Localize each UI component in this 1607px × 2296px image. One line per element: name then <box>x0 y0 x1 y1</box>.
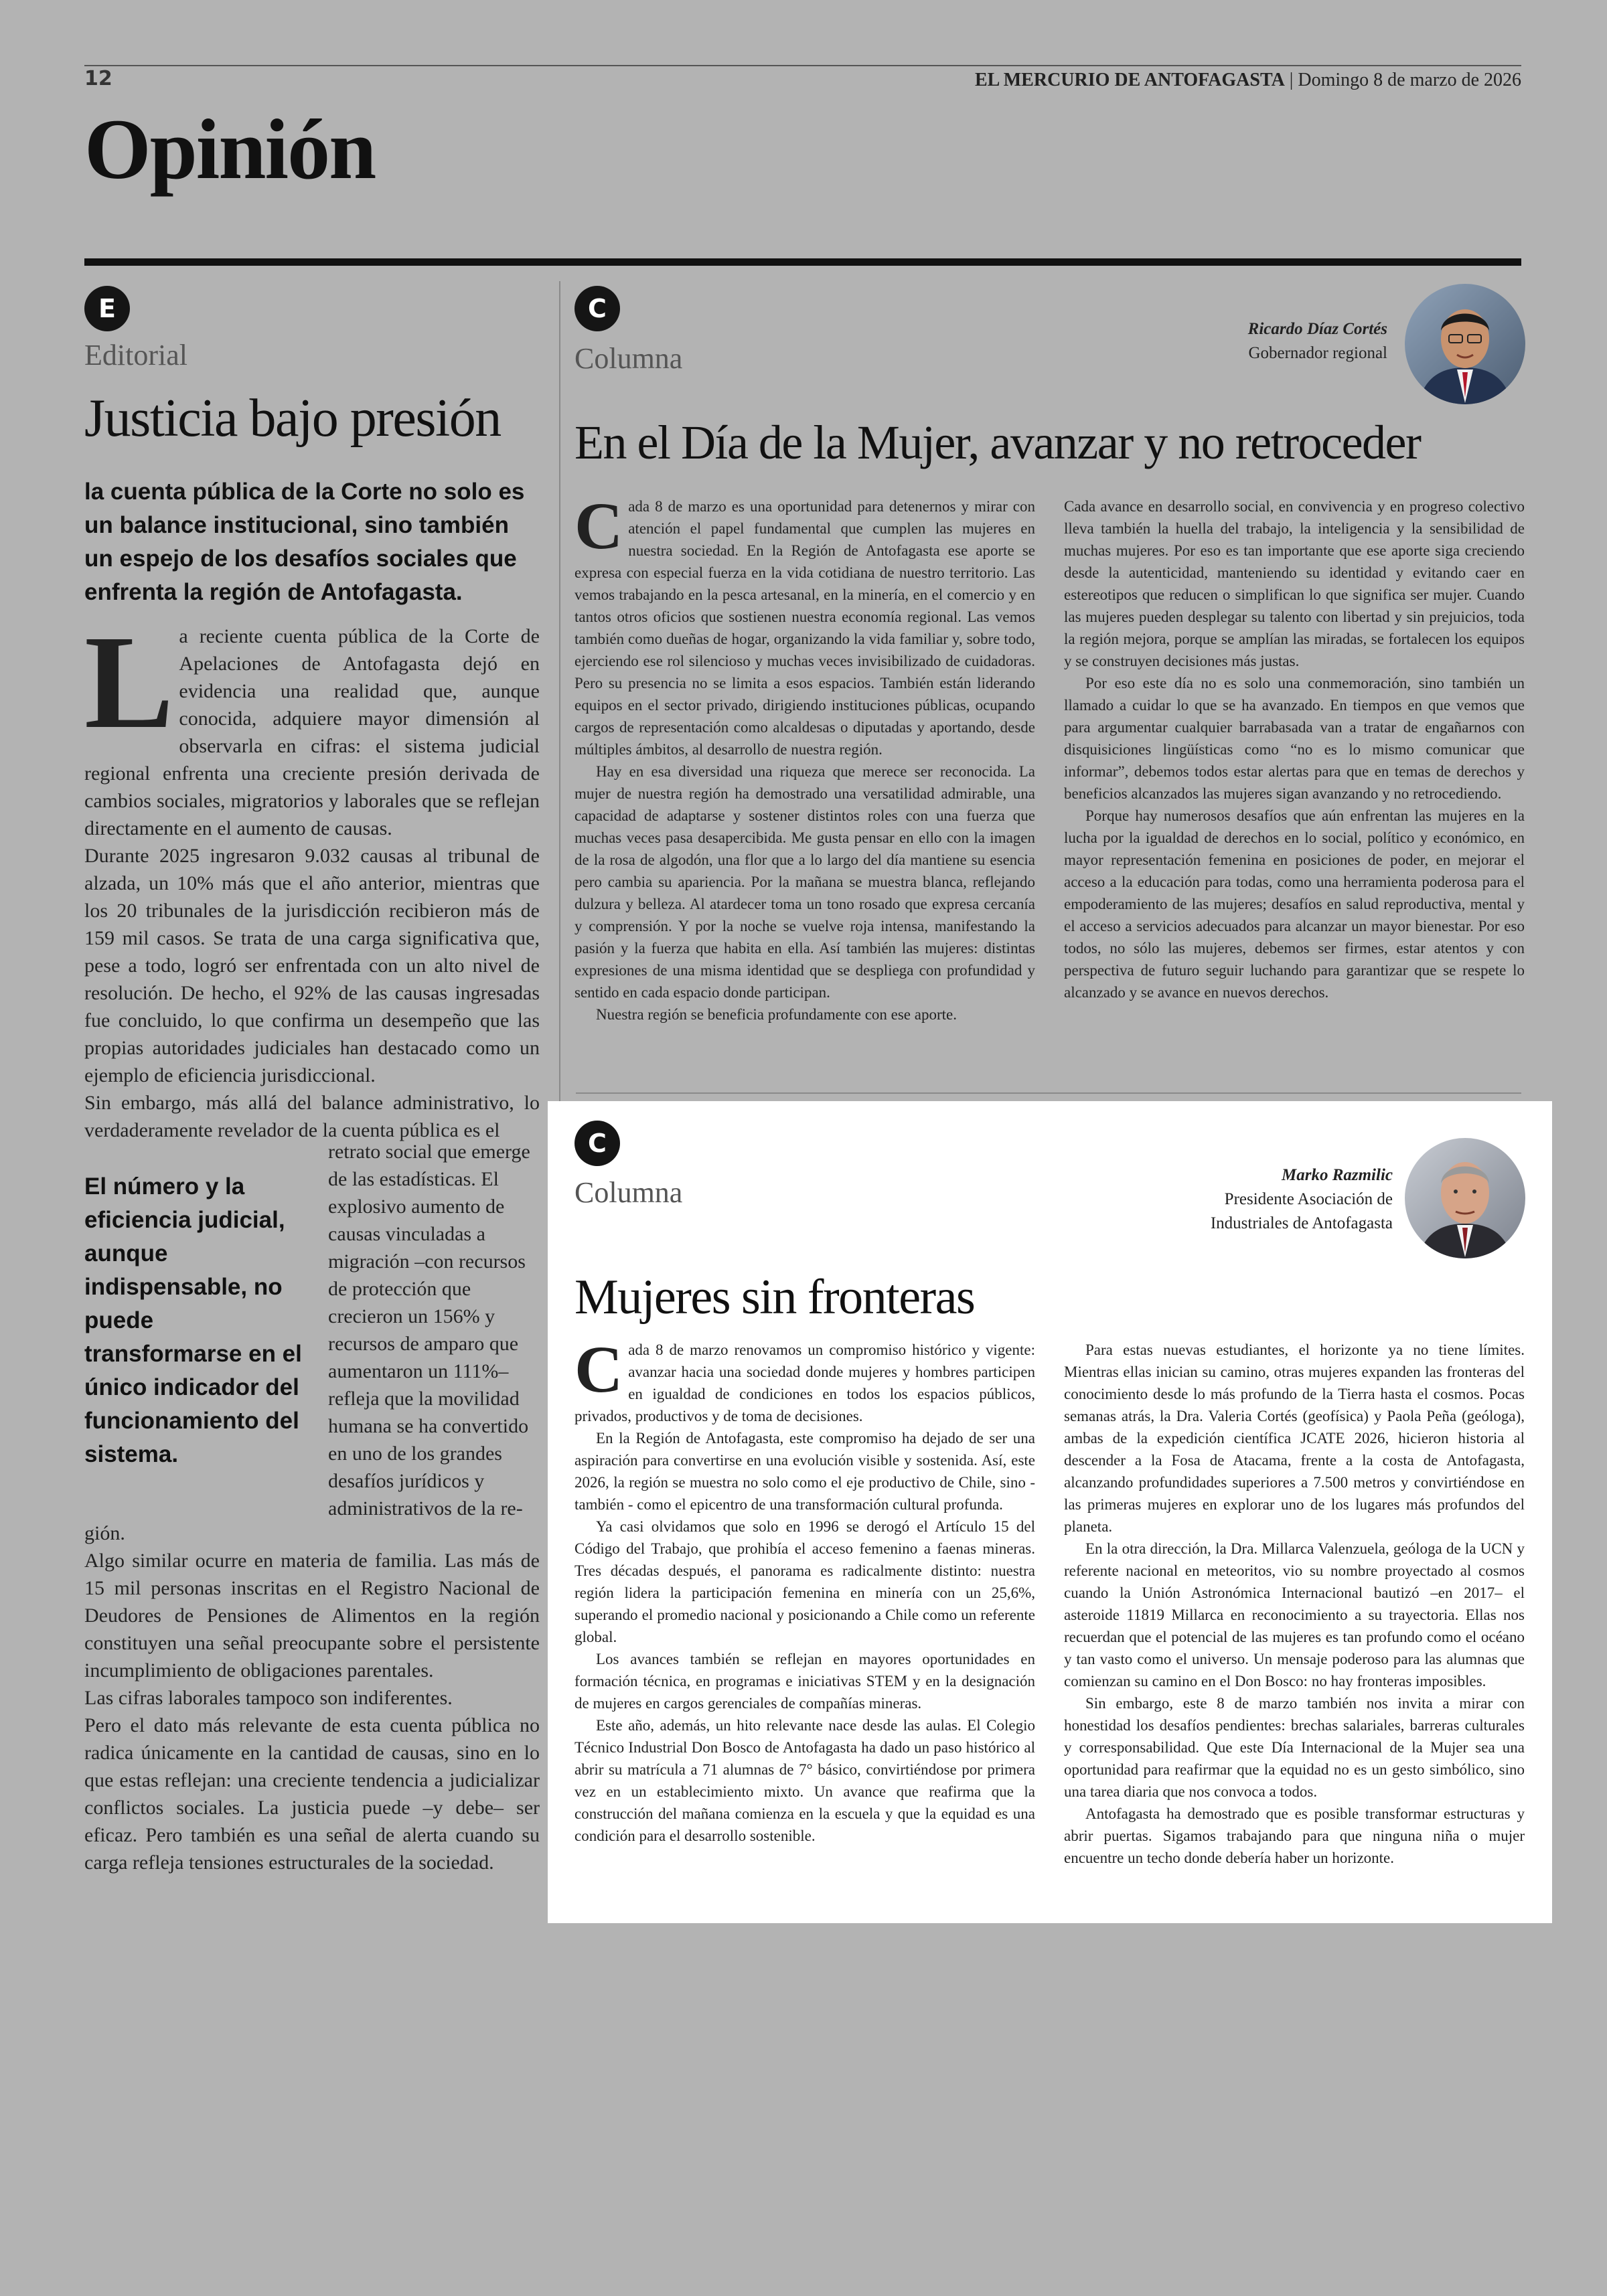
editorial-body-top <box>84 608 540 1144</box>
column2-body-right <box>1064 1339 1525 1869</box>
column1-author <box>1248 317 1387 365</box>
editorial-body-bottom <box>84 1520 540 1876</box>
column2-kicker: Columna <box>575 1176 683 1209</box>
column1-author-name: Ricardo Díaz Cortés <box>1247 320 1387 338</box>
column2-p1: ada 8 de marzo renovamos un compromiso histórico y vigente: avanzar hacia una sociedad donde mujeres y hombres participen en igualdad de condiciones en todos los espacios públicos, privados, productivos y de toma de decisiones. <box>575 1341 1035 1424</box>
column2-headline: Mujeres sin fronteras <box>575 1270 975 1325</box>
column2-author-role-1: Presidente Asociación de <box>1224 1190 1393 1208</box>
column1-p2: Hay en esa diversidad una riqueza que merece ser reconocida. La mujer de nuestra región ha demostrado una versatilidad admirable, una capacidad de adaptarse y sostener distintos roles con una fuerza que muchas veces pasa desapercibida. Me gusta pensar en ello con la imagen de la rosa de algodón, una flor que a lo largo del día mantiene su esencia pero cambia su apariencia. Por la mañana se muestra blanca, reflejando dulzura y belleza. Al atardecer toma un tono rosado que expresa cercanía y comprensión. Y por la noche se vuelve roja intensa, manifestando la pasión y la fuerza que habita en ella. Así también las mujeres: distintas expresiones de una misma identidad que se despliega con profundidad y sentido en cada espacio donde participan. <box>575 763 1035 1001</box>
section-title: Opinión <box>84 102 376 197</box>
column2-author <box>1211 1163 1393 1236</box>
masthead: EL MERCURIO DE ANTOFAGASTA | Domingo 8 de marzo de 2026 <box>974 70 1521 90</box>
column2-author-name: Marko Razmilic <box>1282 1166 1393 1184</box>
column1-p6: Porque hay numerosos desafíos que aún enfrentan las mujeres en la lucha por la igualdad de derechos en lo social, político y económico, en mayor representación femenina en posiciones de poder, en mejorar el acceso a la educación para todas, como una herramienta poderosa para el empoderamiento de las mujeres; desafíos en salud reproductiva, mental y el acceso a servicios adecuados para alcanzar un mayor bienestar. Por eso todos, no sólo las mujeres, debemos ser firmes, estar atentos y con perspectiva de futuro seguir luchando para garantizar que se respete lo alcanzado y se avance en nuevos derechos. <box>1064 807 1525 1001</box>
column1-body-right <box>1064 495 1525 1003</box>
editorial-drop-cap: L <box>84 608 174 756</box>
column2-author-photo <box>1405 1138 1525 1258</box>
issue-date: Domingo 8 de marzo de 2026 <box>1298 70 1521 90</box>
editorial-p2: Durante 2025 ingresaron 9.032 causas al tribunal de alzada, un 10% más que el año anterior, mientras que los 20 tribunales de la jurisdicción recibieron más de 159 mil casos. Se trata de una carga significativa que, pese a todo, logró ser enfrentada con un alto nivel de resolución. De hecho, el 92% de las causas ingresadas fue concluido, lo que confirma un desempeño que las propias autoridades judiciales han destacado como un ejemplo de eficiencia jurisdiccional. <box>84 845 540 1086</box>
column1-author-photo <box>1405 284 1525 404</box>
paper-name: EL MERCURIO DE ANTOFAGASTA <box>974 70 1285 90</box>
column1-headline: En el Día de la Mujer, avanzar y no retroceder <box>575 416 1421 469</box>
editorial-p3a: Sin embargo, más allá del balance administrativo, lo verdaderamente revelador de la cuenta pública es el <box>84 1092 540 1141</box>
column2-p2: En la Región de Antofagasta, este compromiso ha dejado de ser una aspiración para convertirse en una evolución visible y sostenida. Así, este 2026, la región se muestra no solo como el eje productivo de Chile, sino - también - como el epicentro de una transformación cultural profunda. <box>575 1430 1035 1513</box>
editorial-p1: a reciente cuenta pública de la Corte de Apelaciones de Antofagasta dejó en evidencia una realidad que, aunque conocida, adquiere mayor dimensión al observarla en cifras: el sistema judicial regional enfrenta una creciente presión derivada de cambios sociales, migratorios y laborales que se reflejan directamente en el aumento de causas. <box>84 625 540 839</box>
column2-badge: C <box>575 1121 620 1166</box>
column2-drop-cap: C <box>575 1332 623 1406</box>
editorial-p3c: gión. <box>84 1522 125 1544</box>
column1-badge: C <box>575 286 620 331</box>
editorial-lead: la cuenta pública de la Corte no solo es un balance institucional, sino también un espejo de los desafíos sociales que enfrenta la región de Antofagasta. <box>84 479 525 605</box>
column1-p4: Cada avance en desarrollo social, en convivencia y en progreso colectivo lleva también la huella del trabajo, la inteligencia y la sensibilidad de muchas mujeres. Por eso es tan importante que ese aporte siga creciendo desde la autenticidad, manteniendo su identidad y evitando caer en estereotipos que reducen o simplifican lo que significa ser mujer. Cuando las mujeres pueden desplegar su talento con libertad y sin prejuicios, toda la región mejora, porque se amplían las miradas, se fortalecen los equipos y se construyen decisiones más justas. <box>1064 498 1525 669</box>
column1-author-role: Gobernador regional <box>1248 344 1387 362</box>
editorial-kicker: Editorial <box>84 339 187 372</box>
column2-p8: Sin embargo, este 8 de marzo también nos invita a mirar con honestidad los desafíos pendientes: brechas salariales, barreras culturales y corresponsabilidad. Que este Día Internacional de la Mujer sea una oportunidad para reafirmar que la equidad no es un gesto simbólico, sino una tarea diaria que nos convoca a todos. <box>1064 1695 1525 1800</box>
column2-body-left <box>575 1332 1035 1847</box>
column-separator <box>576 1092 1521 1094</box>
column1-p1: ada 8 de marzo es una oportunidad para detenernos y mirar con atención el papel fundamental que cumplen las mujeres en nuestra sociedad. En la Región de Antofagasta ese aporte se expresa con especial fuerza en la vida cotidiana de nuestro territorio. Las vemos trabajando en la pesca artesanal, en la minería, en el comercio y en tantos otros oficios que sostienen nuestra economía regional. Las vemos también como dueñas de hogar, organizando la vida familiar y, sobre todo, ejerciendo ese rol silencioso y muchas veces invisibilizado de cuidadoras. Pero su presencia no se limita a esos espacios. También están liderando equipos en el sector privado, dirigiendo instituciones públicas, ocupando cargos de representación como alcaldesas o diputadas y aportando, desde múltiples ámbitos, al desarrollo de nuestra región. <box>575 498 1035 758</box>
column1-drop-cap: C <box>575 489 623 563</box>
column2-p4: Los avances también se reflejan en mayores oportunidades en formación técnica, en programas e iniciativas STEM y en la designación de mujeres en cargos gerenciales de compañías mineras. <box>575 1651 1035 1712</box>
column1-body-left <box>575 489 1035 1026</box>
column1-p5: Por eso este día no es solo una conmemoración, sino también un llamado a cuidar lo que se ha avanzado. En tiempos en que vemos que para argumentar cualquier barrabasada van a tratar de engañarnos con disquisiciones lingüísticas como “no es lo mismo comunicar que informar”, debemos todos estar alertas para que en temas de derechos y beneficios alcanzados las mujeres sigan avanzando y no retrocediendo. <box>1064 675 1525 802</box>
section-rule <box>84 258 1521 266</box>
editorial-p6: Pero el dato más relevante de esta cuenta pública no radica únicamente en la cantidad de causas, sino en lo que estas reflejan: una creciente tendencia a judicializar conflictos sociales. La justicia puede –y debe– ser eficaz. Pero también es una señal de alerta cuando su carga refleja tensiones estructurales de la sociedad. <box>84 1714 540 1874</box>
page-number: 12 <box>84 67 112 90</box>
column2-p9: Antofagasta ha demostrado que es posible transformar estructuras y abrir puertas. Sigamos trabajando para que ninguna niña o mujer encuentre un techo donde debería haber un horizonte. <box>1064 1805 1525 1866</box>
column2-p3: Ya casi olvidamos que solo en 1996 se derogó el Artículo 15 del Código del Trabajo, que prohibía el acceso femenino a faenas mineras. Tres décadas después, el panorama es radicalmente distinto: nuestra región lidera la participación femenina en minería con un 25,6%, superando el promedio nacional y posicionando a Chile como un referente global. <box>575 1518 1035 1645</box>
top-rule <box>84 65 1521 66</box>
editorial-p4: Algo similar ocurre en materia de familia. Las más de 15 mil personas inscritas en el Registro Nacional de Deudores de Pensiones de Alimentos en la región constituyen una señal preocupante sobre el persistente incumplimiento de obligaciones parentales. <box>84 1550 540 1682</box>
column2-p6: Para estas nuevas estudiantes, el horizonte ya no tiene límites. Mientras ellas inician su camino, otras mujeres expanden las fronteras del conocimiento desde lo más profundo de la Tierra hasta el cosmos. Pocas semanas atrás, la Dra. Valeria Cortés (geofísica) y Paola Peña (geóloga), ambas de la expedición científica JCATE 2026, hicieron historia al descender a la Fosa de Atacama, frente a la costa de Antofagasta, alcanzando profundidades superiores a 7.500 metros y convirtiéndose en las primeras mujeres en explorar uno de los lugares más profundos del planeta. <box>1064 1341 1525 1535</box>
column1-p3: Nuestra región se beneficia profundamente con ese aporte. <box>596 1006 957 1023</box>
column1-kicker: Columna <box>575 342 683 375</box>
editorial-body-wrap <box>328 1138 540 1522</box>
column2-p7: En la otra dirección, la Dra. Millarca Valenzuela, geóloga de la UCN y referente nacional en meteoritos, vio su nombre proyectado al cosmos cuando la Unión Astronómica Internacional bautizó –en 2017– el asteroide 11819 Millarca en reconocimiento a su trayectoria. Ellas nos recuerdan que el potencial de las mujeres es tan profundo como el océano y tan vasto como el universo. Un mensaje poderoso para las alumnas que comienzan su camino en el Don Bosco: no hay fronteras imposibles. <box>1064 1540 1525 1690</box>
editorial-p5: Las cifras laborales tampoco son indiferentes. <box>84 1687 453 1709</box>
editorial-p3b: retrato social que emerge de las estadísticas. El explosivo aumento de causas vinculadas a migración –con recursos de protección que crecieron un 156% y recursos de amparo que aumentaron un 111%– refleja que la movilidad humana se ha convertido en uno de los grandes desafíos jurídicos y administrativos de la re- <box>328 1141 530 1520</box>
editorial-headline: Justicia bajo presión <box>84 389 501 448</box>
column2-author-role-2: Industriales de Antofagasta <box>1210 1214 1393 1232</box>
editorial-pull-quote: El número y la eficiencia judicial, aunque indispensable, no puede transformarse en el único indicador del funcionamiento del sistema. <box>84 1173 302 1467</box>
column2-p5: Este año, además, un hito relevante nace desde las aulas. El Colegio Técnico Industrial Don Bosco de Antofagasta ha dado un paso histórico al abrir su matrícula a 71 alumnas de 7° básico, convirtiéndose por primera vez en un establecimiento mixto. Un avance que reafirma que la construcción del mañana comienza en la escuela y que la equidad es una condición para el desarrollo sostenible. <box>575 1717 1035 1844</box>
editorial-badge: E <box>84 286 130 331</box>
